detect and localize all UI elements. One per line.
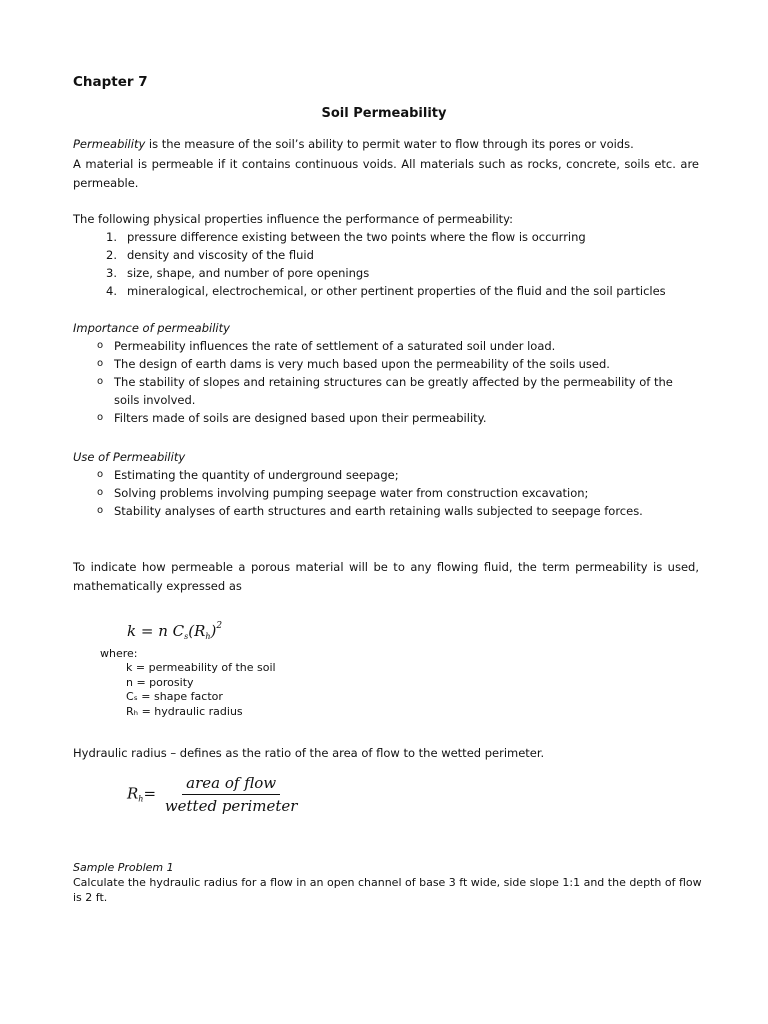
fraction-denominator: wetted perimeter (164, 797, 298, 815)
list-item: 2. density and viscosity of the fluid (106, 248, 314, 262)
list-item: k = permeability of the soil (126, 661, 276, 674)
where-label: where: (100, 647, 138, 660)
list-item: o Permeability influences the rate of settlement of a saturated soil under load. (96, 339, 556, 353)
use-list (86, 466, 700, 520)
list-item: o Solving problems involving pumping seepage water from construction excavation; (96, 486, 589, 500)
intro-paragraph (73, 135, 699, 153)
intro-definition: is the measure of the soil’s ability to permit water to flow through its pores or voids. (145, 137, 634, 151)
list-item: o The design of earth dams is very much based upon the permeability of the soils used. (96, 357, 610, 371)
list-item: 1. pressure difference existing between the two points where the flow is occurring (106, 230, 586, 244)
list-item: Rₕ = hydraulic radius (126, 704, 243, 718)
permeability-formula: k = n $C_s(R_h)^2$ (127, 621, 223, 641)
list-item: 3. size, shape, and number of pore openings (106, 266, 370, 280)
intro-line2: A material is permeable if it contains continuous voids. All materials such as rocks, concrete, soils etc. are permeable. (73, 157, 699, 190)
importance-list (86, 337, 700, 427)
list-item: o Stability analyses of earth structures and earth retaining walls subjected to seepage forces. (96, 504, 643, 518)
list-item: o Estimating the quantity of underground seepage; (96, 468, 399, 482)
list-item: 4. mineralogical, electrochemical, or other pertinent properties of the fluid and the soil particles (106, 284, 666, 298)
sample-text: Calculate the hydraulic radius for a flow in an open channel of base 3 ft wide, side slope 1:1 and the depth of flow is 2 ft. (73, 876, 702, 904)
properties-lead: The following physical properties influence the performance of permeability: (73, 212, 514, 226)
importance-heading: Importance of permeability (73, 321, 230, 335)
hydraulic-radius-formula: $R_h=$ $\frac{\text{area of flow}}{\text{wetted perimeter}}$ (127, 774, 301, 815)
list-item: o The stability of slopes and retaining structures can be greatly affected by the permeability of the soils involved. (96, 375, 673, 407)
list-item: Cₛ = shape factor (126, 690, 223, 703)
list-item: n = porosity (126, 675, 194, 689)
where-list (126, 661, 276, 719)
hydraulic-paragraph: Hydraulic radius – defines as the ratio of the area of flow to the wetted perimeter. (73, 746, 545, 760)
indicate-paragraph: To indicate how permeable a porous material will be to any flowing fluid, the term permeability is used, mathematically expressed as (73, 560, 699, 593)
properties-list (90, 228, 710, 300)
intro-term: Permeability (73, 137, 146, 151)
sample-heading: Sample Problem 1 (73, 861, 174, 874)
list-item: o Filters made of soils are designed based upon their permeability. (96, 411, 487, 425)
fraction-numerator: area of flow (182, 774, 280, 795)
use-heading: Use of Permeability (73, 450, 186, 464)
chapter-label: Chapter 7 (73, 74, 148, 90)
page-title: Soil Permeability (321, 106, 447, 121)
fraction (161, 774, 302, 815)
